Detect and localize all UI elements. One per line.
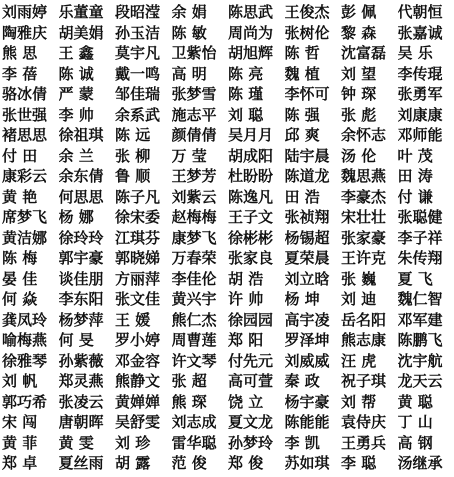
name-cell: 龚凤玲: [2, 310, 48, 329]
name-cell: 熊志康: [341, 331, 387, 349]
name-cell: 黄 聪: [397, 392, 433, 411]
name-cell: 陈 敏: [171, 23, 207, 42]
name-cell: 杨梦萍: [58, 310, 104, 329]
name-cell: 严 蒙: [58, 85, 94, 103]
name-cell: 段昭滢: [115, 3, 161, 21]
name-cell: 孙梦玲: [228, 433, 274, 452]
name-cell: 张聪健: [397, 208, 443, 226]
name-cell: 朱传翔: [397, 249, 443, 267]
name-cell: 王 鑫: [58, 44, 94, 62]
name-cell: 乐董童: [58, 3, 104, 21]
name-cell: 杨 娜: [58, 208, 94, 226]
name-cell: 张祯翔: [284, 208, 330, 226]
name-cell: 黄洁娜: [2, 228, 48, 247]
name-cell: 雷华聪: [171, 433, 217, 452]
name-cell: 李佳伦: [171, 269, 217, 288]
name-cell: 黄 菲: [2, 433, 38, 452]
name-cell: 余系武: [115, 105, 161, 124]
name-cell: 颜倩倩: [171, 126, 217, 144]
name-cell: 魏 植: [284, 64, 320, 83]
name-cell: 陈 远: [115, 126, 151, 144]
name-cell: 罗小婷: [115, 331, 161, 349]
name-cell: 李 蓓: [2, 64, 38, 83]
name-cell: 黄婵婵: [115, 392, 161, 411]
name-cell: 张梦雪: [171, 85, 217, 103]
name-cell: 刘威威: [284, 351, 330, 370]
name-cell: 徐彬彬: [228, 228, 274, 247]
name-cell: 陈 瑾: [228, 85, 264, 103]
name-cell: 席梦飞: [2, 208, 48, 226]
name-cell: 沈富磊: [341, 44, 387, 62]
name-cell: 方丽萍: [115, 269, 161, 288]
name-cell: 余东倩: [58, 167, 104, 185]
name-cell: 徐雅琴: [2, 351, 48, 370]
name-cell: 熊静文: [115, 372, 161, 390]
name-cell: 田 涛: [397, 167, 433, 185]
name-cell: 唐朝晖: [58, 413, 104, 431]
name-cell: 吴舒雯: [115, 413, 161, 431]
name-cell: 胡旭辉: [228, 44, 274, 62]
name-cell: 康梦飞: [171, 228, 217, 247]
name-cell: 刘 迪: [341, 290, 377, 308]
name-cell: 郑 卓: [2, 454, 38, 472]
name-cell: 杜盼盼: [228, 167, 274, 185]
name-cell: 杨锡超: [284, 228, 330, 247]
name-cell: 岳名阳: [341, 310, 387, 329]
name-cell: 陈道龙: [284, 167, 330, 185]
name-cell: 张树伦: [284, 23, 330, 42]
name-cell: 张家良: [228, 249, 274, 267]
name-cell: 刘雨婷: [2, 3, 48, 21]
name-cell: 汪 虎: [341, 351, 377, 370]
name-cell: 邓师能: [397, 126, 443, 144]
name-cell: 陈 强: [284, 105, 320, 124]
name-cell: 孙紫薇: [58, 351, 104, 370]
name-cell: 刘紫云: [171, 187, 217, 206]
name-cell: 刘 望: [341, 64, 377, 83]
name-cell: 李传琨: [397, 64, 443, 83]
name-cell: 李豪杰: [341, 187, 387, 206]
name-cell: 张 巍: [341, 269, 377, 288]
name-cell: 万春荣: [171, 249, 217, 267]
name-cell: 汤继承: [397, 454, 443, 472]
name-cell: 胡 露: [115, 454, 151, 472]
name-cell: 赵梅梅: [171, 208, 217, 226]
name-cell: 陈逸凡: [228, 187, 274, 206]
name-cell: 王许克: [341, 249, 387, 267]
name-cell: 王俊杰: [284, 3, 330, 21]
name-cell: 陆宇晨: [284, 146, 330, 165]
name-cell: 田 浩: [284, 187, 320, 206]
name-cell: 陈 诚: [58, 64, 94, 83]
name-cell: 刘康康: [397, 105, 443, 124]
name-cell: 付 田: [2, 146, 38, 165]
name-cell: 李子祥: [397, 228, 443, 247]
name-cell: 李怀可: [284, 85, 330, 103]
name-cell: 王 媛: [115, 310, 151, 329]
name-cell: 张 彪: [341, 105, 377, 124]
name-cell: 许文琴: [171, 351, 217, 370]
name-cell: 高宇凌: [284, 310, 330, 329]
name-cell: 刘 珍: [115, 433, 151, 452]
name-cell: 张勇军: [397, 85, 443, 103]
name-cell: 陈能能: [284, 413, 330, 431]
name-cell: 王子文: [228, 208, 274, 226]
name-cell: 王梦芳: [171, 167, 217, 185]
name-cell: 谈佳朋: [58, 269, 104, 288]
name-cell: 刘 聪: [228, 105, 264, 124]
name-cell: 刘 帆: [2, 372, 38, 390]
name-cell: 孙玉洁: [115, 23, 161, 42]
name-cell: 黄 艳: [2, 187, 38, 206]
name-cell: 刘志成: [171, 413, 217, 431]
name-cell: 魏思燕: [341, 167, 387, 185]
name-cell: 夏 飞: [397, 269, 433, 288]
name-cell: 黎 森: [341, 23, 377, 42]
name-cell: 熊 思: [2, 44, 38, 62]
name-cell: 李东阳: [58, 290, 104, 308]
name-cell: 郭巧希: [2, 392, 48, 411]
name-cell: 魏仁智: [397, 290, 443, 308]
name-cell: 陈思武: [228, 3, 274, 21]
name-cell: 高 钢: [397, 433, 433, 452]
name-cell: 余怀志: [341, 126, 387, 144]
name-cell: 杨 坤: [284, 290, 320, 308]
name-cell: 夏丝雨: [58, 454, 104, 472]
name-cell: 吴 乐: [397, 44, 433, 62]
name-cell: 卫紫怡: [171, 44, 217, 62]
name-cell: 张 柳: [115, 146, 151, 165]
name-cell: 秦 政: [284, 372, 320, 390]
name-cell: 周曹莲: [171, 331, 217, 349]
name-cell: 邱 爽: [284, 126, 320, 144]
name-cell: 陶雅庆: [2, 23, 48, 42]
name-cell: 祝子琪: [341, 372, 387, 390]
name-cell: 杨宇豪: [284, 392, 330, 411]
name-cell: 李 凯: [284, 433, 320, 452]
name-cell: 骆冰倩: [2, 85, 48, 103]
name-cell: 褚思思: [2, 126, 48, 144]
name-cell: 宋 闯: [2, 413, 38, 431]
name-cell: 何 旻: [58, 331, 94, 349]
name-cell: 江琪芬: [115, 228, 161, 247]
name-cell: 徐园园: [228, 310, 274, 329]
name-cell: 邓金容: [115, 351, 161, 370]
name-cell: 袁侍庆: [341, 413, 387, 431]
name-cell: 丁 山: [397, 413, 433, 431]
name-cell: 范 俊: [171, 454, 207, 472]
name-cell: 胡美娟: [58, 23, 104, 42]
name-cell: 徐玲玲: [58, 228, 104, 247]
name-cell: 邓军建: [397, 310, 443, 329]
name-cell: 张凌云: [58, 392, 104, 411]
name-cell: 陈 哲: [284, 44, 320, 62]
name-cell: 许 帅: [228, 290, 264, 308]
name-cell: 吴月月: [228, 126, 274, 144]
name-cell: 王勇兵: [341, 433, 387, 452]
name-cell: 夏文龙: [228, 413, 274, 431]
name-cell: 陈 梅: [2, 249, 38, 267]
name-cell: 周尚为: [228, 23, 274, 42]
name-cell: 郑 俊: [228, 454, 264, 472]
name-cell: 高可萱: [228, 372, 274, 390]
name-cell: 胡 浩: [228, 269, 264, 288]
name-cell: 李 聪: [341, 454, 377, 472]
name-cell: 康彩云: [2, 167, 48, 185]
name-cell: 陈 亮: [228, 64, 264, 83]
name-cell: 付先元: [228, 351, 274, 370]
name-cell: 鲁 顺: [115, 167, 151, 185]
name-cell: 彭 佩: [341, 3, 377, 21]
name-cell: 熊 琛: [171, 392, 207, 411]
name-cell: 张嘉诚: [397, 23, 443, 42]
name-cell: 邹佳瑞: [115, 85, 161, 103]
name-cell: 徐宋委: [115, 208, 161, 226]
name-cell: 陈鹏飞: [397, 331, 443, 349]
name-cell: 施志平: [171, 105, 217, 124]
name-cell: 郑 阳: [228, 331, 264, 349]
name-cell: 汤 伦: [341, 146, 377, 165]
name-cell: 付 谦: [397, 187, 433, 206]
name-cell: 叶 茂: [397, 146, 433, 165]
name-cell: 饶 立: [228, 392, 264, 411]
name-cell: 何 焱: [2, 290, 38, 308]
name-cell: 黄兴宇: [171, 290, 217, 308]
name-cell: 陈子凡: [115, 187, 161, 206]
name-cell: 郭晓娣: [115, 249, 161, 267]
name-cell: 张 超: [171, 372, 207, 390]
name-cell: 晏 佳: [2, 269, 38, 288]
name-cell: 喻梅燕: [2, 331, 48, 349]
name-cell: 何思思: [58, 187, 104, 206]
name-cell: 沈宇航: [397, 351, 443, 370]
name-cell: 黄 雯: [58, 433, 94, 452]
name-cell: 张家豪: [341, 228, 387, 247]
name-cell: 徐祖琪: [58, 126, 104, 144]
name-cell: 张世强: [2, 105, 48, 124]
name-cell: 万 莹: [171, 146, 207, 165]
name-cell: 罗泽坤: [284, 331, 330, 349]
name-cell: 代朝恒: [397, 3, 443, 21]
name-cell: 戴一鸣: [115, 64, 161, 83]
name-cell: 胡成阳: [228, 146, 274, 165]
name-cell: 刘立晗: [284, 269, 330, 288]
name-cell: 余 兰: [58, 146, 94, 165]
name-cell: 莫宇凡: [115, 44, 161, 62]
name-cell: 张文佳: [115, 290, 161, 308]
name-cell: 刘 帮: [341, 392, 377, 411]
name-cell: 熊仁杰: [171, 310, 217, 329]
name-cell: 宋壮壮: [341, 208, 387, 226]
name-cell: 龙天云: [397, 372, 443, 390]
name-cell: 钟 琛: [341, 85, 377, 103]
name-cell: 夏荣晨: [284, 249, 330, 267]
name-cell: 郭宇豪: [58, 249, 104, 267]
name-cell: 高 明: [171, 64, 207, 83]
name-cell: 余 娟: [171, 3, 207, 21]
name-cell: 苏如琪: [284, 454, 330, 472]
name-cell: 李 帅: [58, 105, 94, 124]
name-cell: 郑灵燕: [58, 372, 104, 390]
